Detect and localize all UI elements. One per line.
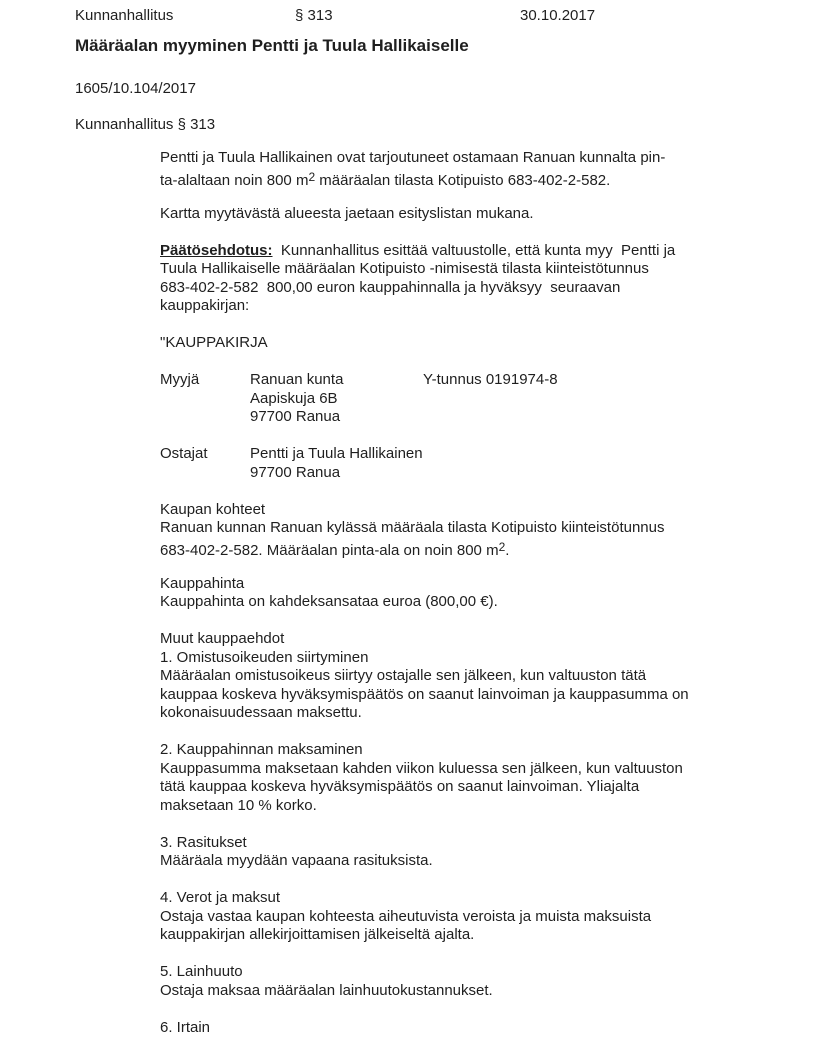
plain-text: maksetaan 10 % korko. [160,796,317,814]
text-line [160,686,816,705]
plain-text: 4. Verot ja maksut [160,889,281,906]
paragraph [160,149,816,189]
text-line [160,630,816,649]
plain-text: Kauppasumma maksetaan kahden viikon kuluessa sen jälkeen, kun valtuuston [160,759,683,777]
plain-text: 5. Lainhuuto [160,963,243,980]
case-number: 1605/10.104/2017 [75,80,196,97]
party-extra: Y-tunnus 0191974-8 [423,371,558,388]
text-line [160,649,816,668]
plain-text: Kauppahinta on kahdeksansataa euroa (800,00 €). [160,593,498,610]
plain-text: Ranuan kunnan Ranuan kylässä määräala tilasta Kotipuisto kiinteistötunnus [160,519,665,536]
document-header [0,7,816,26]
superscript-text: 2 [308,169,316,184]
plain-text: tätä kauppaa koskeva hyväksymispäätös on saanut lainvoiman. Yliajalta [160,778,640,795]
section-reference: Kunnanhallitus § 313 [75,115,216,133]
plain-text: Kaupan kohteet [160,500,266,518]
plain-text: 6. Irtain [160,1018,211,1036]
plain-text: . [505,541,510,559]
text-line [160,1019,816,1038]
plain-text: Muut kauppaehdot [160,630,285,647]
text-line [160,908,816,927]
party-value: Ranuan kunta [250,371,344,388]
paragraph [160,630,816,723]
plain-text: "KAUPPAKIRJA [160,334,268,351]
party-row [160,371,816,390]
text-line [160,889,816,908]
plain-text: Ostaja maksaa määräalan lainhuutokustannukset. [160,981,493,999]
text-line [160,704,816,723]
header-section-number: § 313 [295,7,333,24]
party-value: 97700 Ranua [250,408,341,425]
superscript-text: 2 [498,539,506,554]
text-line [160,575,816,594]
plain-text: 683-402-2-582. Määräalan pinta-ala on noin 800 m [160,541,499,559]
party-value: Pentti ja Tuula Hallikainen [250,445,423,462]
party-row [160,464,816,483]
party-value: Aapiskuja 6B [250,389,338,407]
text-line [160,593,816,612]
text-line [160,797,816,816]
text-line [160,297,816,316]
emphasis-text: Päätösehdotus: [160,241,273,259]
text-line [160,963,816,982]
text-line [160,667,816,686]
text-line [160,538,816,557]
party-row [160,408,816,427]
document-body [160,149,816,1037]
text-line [160,982,816,1001]
text-line [160,926,816,945]
paragraph [160,963,816,1000]
plain-text: Ostaja vastaa kaupan kohteesta aiheutuvista veroista ja muista maksuista [160,907,652,925]
header-committee: Kunnanhallitus [75,7,174,24]
party-block [160,371,816,427]
text-line [160,852,816,871]
party-label: Ostajat [160,445,208,462]
paragraph [160,205,816,224]
paragraph [160,501,816,557]
plain-text: määräalan tilasta Kotipuisto 683-402-2-582. [315,171,611,189]
text-line [160,168,816,187]
text-line [160,205,816,224]
party-row [160,390,816,409]
text-line [160,519,816,538]
paragraph [160,334,816,353]
paragraph [160,242,816,316]
text-line [160,834,816,853]
party-row [160,445,816,464]
party-label: Myyjä [160,371,200,388]
plain-text: 3. Rasitukset [160,833,247,851]
text-line [160,741,816,760]
paragraph [160,1019,816,1038]
plain-text: Pentti ja Tuula Hallikainen ovat tarjoutuneet ostamaan Ranuan kunnalta pin- [160,149,666,166]
plain-text: Määräala myydään vapaana rasituksista. [160,852,433,869]
text-line [160,501,816,520]
plain-text: ta-alaltaan noin 800 m [160,171,309,189]
paragraph [160,889,816,945]
text-line [160,260,816,279]
paragraph [160,834,816,871]
text-line [160,760,816,779]
plain-text: Kunnanhallitus esittää valtuustolle, että kunta myy Pentti ja [272,241,676,259]
plain-text: Tuula Hallikaiselle määräalan Kotipuisto -nimisestä tilasta kiinteistötunnus [160,260,649,277]
plain-text: kauppaa koskeva hyväksymispäätös on saanut lainvoiman ja kauppasumma on [160,685,689,703]
plain-text: kokonaisuudessaan maksettu. [160,704,362,721]
plain-text: Kauppahinta [160,574,245,592]
plain-text: Määräalan omistusoikeus siirtyy ostajalle sen jälkeen, kun valtuuston tätä [160,667,647,684]
party-block [160,445,816,482]
text-line [160,334,816,353]
document-title: Määräalan myyminen Pentti ja Tuula Hallikaiselle [75,36,469,55]
text-line [160,778,816,797]
plain-text: kauppakirjan: [160,297,250,314]
plain-text: 2. Kauppahinnan maksaminen [160,741,363,758]
header-date: 30.10.2017 [520,7,596,24]
party-value: 97700 Ranua [250,463,341,481]
text-line [160,149,816,168]
paragraph [160,575,816,612]
plain-text: 683-402-2-582 800,00 euron kauppahinnalla ja hyväksyy seuraavan [160,278,621,296]
plain-text: kauppakirjan allekirjoittamisen jälkeiseltä ajalta. [160,926,475,943]
plain-text: 1. Omistusoikeuden siirtyminen [160,648,369,666]
paragraph [160,741,816,815]
text-line [160,242,816,261]
plain-text: Kartta myytävästä alueesta jaetaan esityslistan mukana. [160,204,534,222]
text-line [160,279,816,298]
